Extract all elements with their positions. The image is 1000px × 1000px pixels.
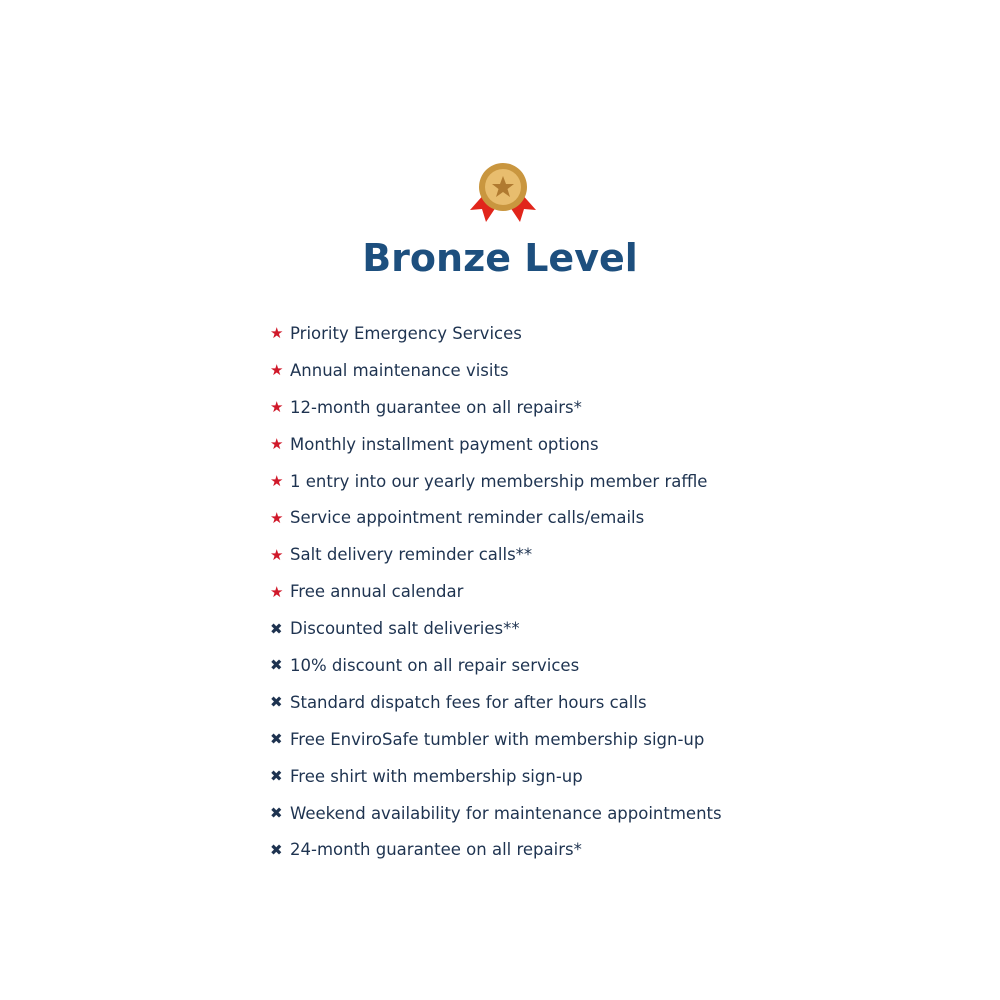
benefits-list	[270, 315, 722, 868]
benefit-item	[270, 426, 722, 463]
benefit-item	[270, 536, 722, 573]
benefit-item	[270, 352, 722, 389]
page-title: Bronze Level	[362, 236, 638, 280]
benefit-item	[270, 499, 722, 536]
benefit-item	[270, 389, 722, 426]
x-icon: ✖	[270, 619, 283, 638]
benefit-label: 1 entry into our yearly membership member raffle	[290, 471, 708, 491]
benefit-item	[270, 573, 722, 610]
star-icon: ★	[270, 472, 284, 490]
benefit-item	[270, 758, 722, 795]
benefit-label: Annual maintenance visits	[290, 360, 509, 380]
bronze-medal-icon	[468, 162, 538, 228]
benefit-label: Free EnviroSafe tumbler with membership sign-up	[290, 729, 705, 749]
benefit-item	[270, 610, 722, 647]
benefit-label: Standard dispatch fees for after hours calls	[290, 692, 647, 712]
benefit-label: Weekend availability for maintenance appointments	[290, 803, 722, 823]
benefit-label: Free annual calendar	[290, 582, 464, 602]
benefit-label: Salt delivery reminder calls**	[290, 545, 533, 565]
benefit-label: 24-month guarantee on all repairs*	[290, 840, 582, 860]
x-icon: ✖	[270, 693, 283, 712]
star-icon: ★	[270, 508, 284, 527]
benefit-label: Monthly installment payment options	[290, 434, 599, 454]
benefit-item	[270, 647, 722, 684]
star-icon: ★	[270, 435, 284, 454]
benefit-item	[270, 795, 722, 832]
benefit-label: Priority Emergency Services	[290, 323, 522, 343]
x-icon: ✖	[270, 840, 283, 859]
benefit-item	[270, 684, 722, 721]
benefit-item	[270, 463, 722, 500]
star-icon: ★	[270, 582, 284, 601]
x-icon: ✖	[270, 656, 283, 675]
benefit-label: Discounted salt deliveries**	[290, 619, 520, 639]
star-icon: ★	[270, 545, 284, 564]
benefit-label: Service appointment reminder calls/emails	[290, 508, 645, 528]
star-icon: ★	[270, 361, 284, 380]
benefit-item	[270, 831, 722, 868]
benefit-label: 10% discount on all repair services	[290, 655, 580, 675]
benefit-label: 12-month guarantee on all repairs*	[290, 397, 582, 417]
benefit-item	[270, 721, 722, 758]
star-icon: ★	[270, 324, 284, 343]
star-icon: ★	[270, 398, 284, 417]
x-icon: ✖	[270, 767, 283, 786]
x-icon: ✖	[270, 804, 283, 823]
benefit-item	[270, 315, 722, 352]
x-icon: ✖	[270, 730, 283, 749]
benefit-label: Free shirt with membership sign-up	[290, 766, 583, 786]
